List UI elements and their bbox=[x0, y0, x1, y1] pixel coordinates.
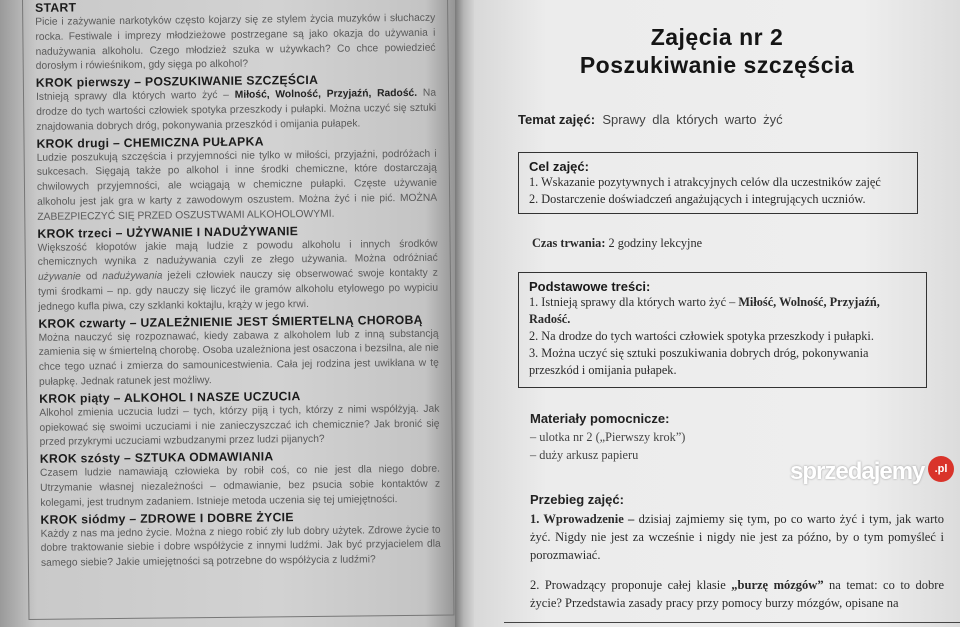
content-text: 1. Istnieją sprawy dla których warto żyć – bbox=[529, 295, 739, 309]
content-heading: Podstawowe treści: bbox=[529, 279, 651, 294]
topic-value: Sprawy dla których warto żyć bbox=[602, 112, 783, 127]
step-text: Alkohol zmienia uczucia ludzi – tych, którzy piją i tych, którzy z nimi współżyją. Jak opiekować się swoimi uczuciami i nie zanieczyszczać ich chemicznie? Jak bronić się przed przykrymi uczuciami wzbudzanymi przez ludzi pijanych? bbox=[39, 403, 440, 449]
watermark-badge: .pl bbox=[928, 456, 954, 482]
step-heading: KROK czwarty – UZALEŻNIENIE JEST ŚMIERTELNĄ CHOROBĄ bbox=[38, 312, 423, 331]
goal-item: 2. Dostarczenie doświadczeń angażujących i integrujących uczniów. bbox=[529, 192, 866, 206]
italic-term: używanie bbox=[37, 271, 81, 284]
step-text-part: jeżeli człowiek nauczy się obserwować swoje kontakty z tymi środkami – np. gdy nauczy się liczyć ile gramów alkoholu etylowego po wypiciu jednego kufla piwa, czy szklanki koktajlu, krąży w jego krwi. bbox=[38, 267, 439, 313]
step-text bbox=[36, 87, 436, 136]
content-item: 3. Można uczyć się sztuki poszukiwania dobrych dróg, pokonywania przeszkód i omijania pułapek. bbox=[529, 346, 869, 377]
steps-box bbox=[22, 0, 454, 620]
materials-list bbox=[530, 428, 685, 464]
step-text: Ludzie poszukują szczęścia i przyjemności nie tylko w miłości, przyjaźni, podróżach i sukcesach. Sięgają także po alkohol i inne środki chemiczne, które dostarczają chwilowych przyjemności, ale wciągają w chemiczne pułapki. Częste używanie alkoholu jest jak gra w karty z zawodowym oszustem. Można żyć i nie pić. MOŻNA ZABEZPIECZYĆ SIĘ PRZED OSZUSTWAMI ALKOHOLOWYMI. bbox=[36, 148, 438, 223]
right-page bbox=[474, 0, 960, 627]
step-heading: KROK drugi – CHEMICZNA PUŁAPKA bbox=[36, 134, 264, 151]
values-bold: Miłość, Wolność, Przyjaźń, Radość. bbox=[529, 295, 880, 326]
step-1-label: 1. Wprowadzenie – bbox=[530, 512, 635, 526]
footer-rule bbox=[504, 622, 960, 623]
step-heading: KROK pierwszy – POSZUKIWANIE SZCZĘŚCIA bbox=[35, 73, 319, 91]
step-heading: KROK szósty – SZTUKA ODMAWIANIA bbox=[39, 449, 274, 466]
step-heading: KROK trzeci – UŻYWANIE I NADUŻYWANIE bbox=[37, 223, 299, 241]
brainstorm-bold: „burzę mózgów” bbox=[731, 578, 824, 592]
step-text-part: od bbox=[80, 271, 103, 283]
step-text-part: Na drodze do tych wartości człowiek spotyka przeszkody i pułapki. Można uczyć się sztuki znajdowania dobrych dróg, pokonywania przeszkód i omijania pułapek. bbox=[36, 87, 437, 133]
step-text-part: Większość kłopotów jakie mają ludzie z powodu alkoholu i innych środków chemicznych wynika z nadużywania czyli ze złego używania. Można odróżniać bbox=[37, 238, 438, 269]
goals-heading: Cel zajęć: bbox=[529, 159, 589, 174]
italic-term: nadużywania bbox=[102, 270, 163, 283]
content-item: 2. Na drodze do tych wartości człowiek spotyka przeszkody i pułapki. bbox=[529, 329, 874, 343]
lesson-title: Zajęcia nr 2 bbox=[650, 24, 784, 50]
lesson-subtitle: Poszukiwanie szczęścia bbox=[579, 52, 855, 78]
topic-label: Temat zajęć: bbox=[518, 112, 596, 127]
watermark-text: sprzedajemy bbox=[790, 458, 925, 485]
step-text: Czasem ludzie namawiają człowieka by robił coś, co nie jest dla niego dobre. Utrzymanie własnej niezależności – odmawianie, bez psucia sobie kontaktów z kolegami, jest trudnym zadaniem. Istnieje metoda uczenia się tej umiejętności. bbox=[39, 463, 441, 509]
material-item: – ulotka nr 2 („Pierwszy krok”) bbox=[530, 430, 686, 444]
duration-value: 2 godziny lekcyjne bbox=[608, 236, 703, 250]
course-heading: Przebieg zajęć: bbox=[530, 492, 624, 507]
step-2-text: na temat: co to dobre życie? Przedstawia zasady pracy przy pomocy burzy mózgów, opisane na bbox=[530, 578, 944, 610]
step-1-text: dzisiaj zajmiemy się tym, po co warto żyć i tym, jak warto żyć. Nigdy nie jest za wcześnie i nigdy nie jest za późno, by o tym pomyśleć i porozmawiać. bbox=[530, 512, 944, 562]
start-text: Picie i zażywanie narkotyków często kojarzy się ze stylem życia muzyków i słuchaczy rocka. Festiwale i imprezy młodzieżowe postrzegane są jako okazja do używania i nadużywania alkoholu. Czego młodzież szuka w używkach? Co chce powiedzieć dorosłym i rówieśnikom, gdy sięga po alkohol? bbox=[35, 12, 436, 73]
duration-label: Czas trwania: bbox=[532, 236, 606, 250]
values-bold: Miłość, Wolność, Przyjaźń, Radość. bbox=[234, 88, 418, 101]
start-heading: START bbox=[35, 0, 77, 15]
step-2-text: 2. Prowadzący proponuje całej klasie bbox=[530, 578, 732, 592]
step-text: Można nauczyć się rozpoznawać, kiedy zabawa z alkoholem lub z inną substancją zamienia się w śmiertelną chorobę. Osoba uzależniona jest osaczona i bezsilna, ale nie chce tego uznać i zmierza do samounicestwienia. Cała jej rodzina jest uwikłana w tę pułapkę. Jednak ratunek jest możliwy. bbox=[38, 328, 439, 388]
step-text: Każdy z nas ma jedno życie. Można z niego robić zły lub dobry użytek. Zdrowe życie to dobre traktowanie siebie i dobre współżycie z innymi ludźmi. Jak być przyjacielem dla samego siebie? Jakie umiejętności są potrzebne do współżycia z ludźmi? bbox=[40, 524, 441, 569]
content-box bbox=[518, 272, 927, 388]
content-item bbox=[529, 294, 916, 328]
duration-line bbox=[532, 236, 702, 251]
goals-box bbox=[518, 152, 918, 214]
course-step-1 bbox=[530, 510, 944, 564]
goal-item: 1. Wskazanie pozytywnych i atrakcyjnych celów dla uczestników zajęć bbox=[529, 175, 881, 189]
material-item: – duży arkusz papieru bbox=[530, 448, 639, 462]
step-text-part: Istnieją sprawy dla których warto żyć – bbox=[35, 89, 235, 104]
topic-line bbox=[518, 112, 783, 127]
left-page bbox=[0, 0, 462, 627]
course-step-2 bbox=[530, 576, 944, 612]
materials-heading: Materiały pomocnicze: bbox=[530, 411, 670, 426]
step-heading: KROK piąty – ALKOHOL I NASZE UCZUCIA bbox=[39, 388, 301, 406]
step-heading: KROK siódmy – ZDROWE I DOBRE ŻYCIE bbox=[40, 509, 294, 527]
step-text bbox=[38, 237, 439, 315]
